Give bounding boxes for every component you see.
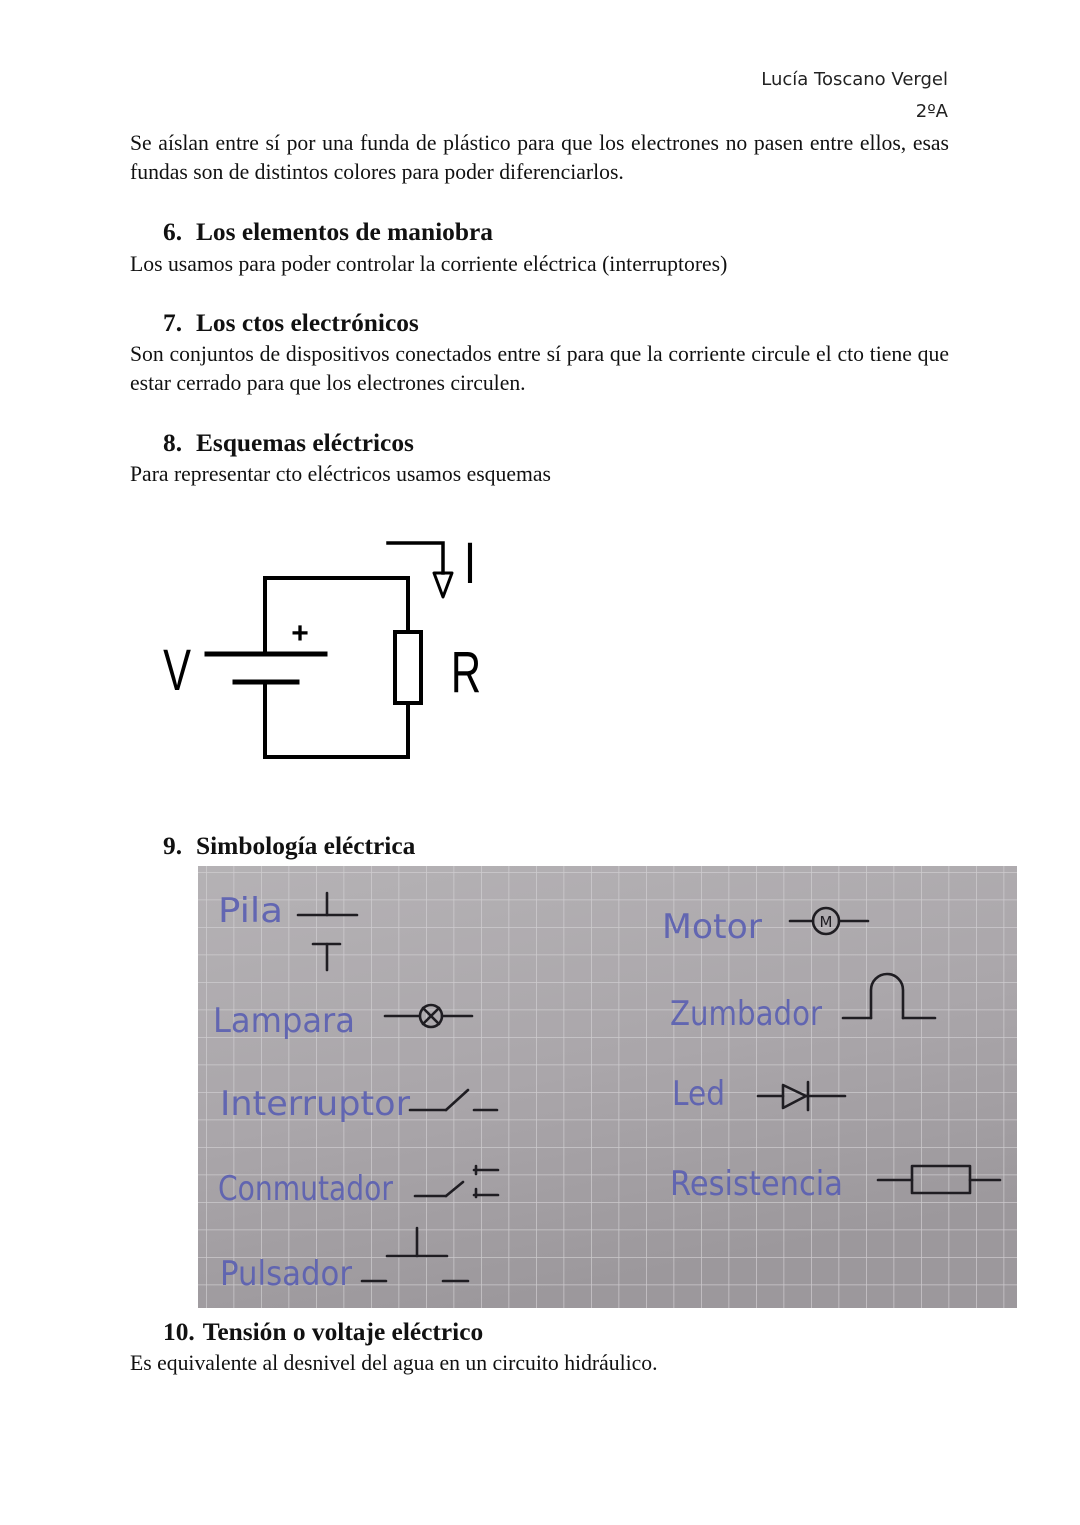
section-9-heading <box>163 830 415 862</box>
polarity-plus-label: + <box>291 617 309 650</box>
symbol-label-resistor: Resistencia <box>670 1164 843 1204</box>
circuit-wire-lower <box>265 682 408 757</box>
intro-paragraph: Se aíslan entre sí por una funda de plástico para que los electrones no pasen entre ellos, esas fundas son de distintos colores para poder diferenciarlos. <box>130 130 949 184</box>
section-title: Esquemas eléctricos <box>196 429 414 457</box>
section-title: Simbología eléctrica <box>196 832 416 860</box>
section-7-body: Son conjuntos de dispositivos conectados entre sí para que la corriente circule el cto tiene que estar cerrado para que los electrones circulen. <box>130 341 949 395</box>
section-10-heading <box>163 1316 483 1348</box>
section-number: 8. <box>163 429 183 457</box>
resistor-symbol <box>395 632 421 703</box>
symbol-label-changeover-switch: Conmutador <box>218 1169 394 1209</box>
section-title: Tensión o voltaje eléctrico <box>202 1318 484 1346</box>
section-number: 7. <box>163 309 183 337</box>
symbol-label-battery: Pila <box>218 891 283 931</box>
author-name: Lucía Toscano Vergel <box>761 69 948 90</box>
current-label: I <box>463 529 477 596</box>
symbol-label-push-button: Pulsador <box>220 1254 353 1294</box>
section-number: 6. <box>163 218 183 246</box>
current-arrow-head <box>434 573 452 597</box>
section-number: 10. <box>163 1318 195 1346</box>
voltage-label: V <box>163 637 191 703</box>
resistor-label: R <box>450 639 482 705</box>
current-arrow-line <box>388 543 443 573</box>
section-6-body: Los usamos para poder controlar la corriente eléctrica (interruptores) <box>130 251 728 276</box>
circuit-wire-upper <box>265 578 408 654</box>
section-title: Los ctos electrónicos <box>196 309 419 337</box>
section-title: Los elementos de maniobra <box>196 218 493 246</box>
symbol-label-led: Led <box>672 1074 725 1114</box>
section-10-body: Es equivalente al desnivel del agua en un circuito hidráulico. <box>130 1350 658 1375</box>
section-number: 9. <box>163 832 183 860</box>
circuit-diagram <box>140 525 500 770</box>
motor-symbol-letter: M <box>819 913 833 931</box>
section-6-heading <box>163 216 493 248</box>
section-7-heading <box>163 307 419 339</box>
symbols-photo <box>198 866 1017 1308</box>
section-8-heading <box>163 427 414 459</box>
symbol-label-switch: Interruptor <box>220 1084 411 1124</box>
symbol-label-buzzer: Zumbador <box>670 994 823 1034</box>
section-8-body: Para representar cto eléctricos usamos esquemas <box>130 461 551 486</box>
class-group: 2ºA <box>915 101 948 122</box>
symbol-label-motor: Motor <box>662 907 763 947</box>
symbol-label-lamp: Lampara <box>213 1001 355 1041</box>
